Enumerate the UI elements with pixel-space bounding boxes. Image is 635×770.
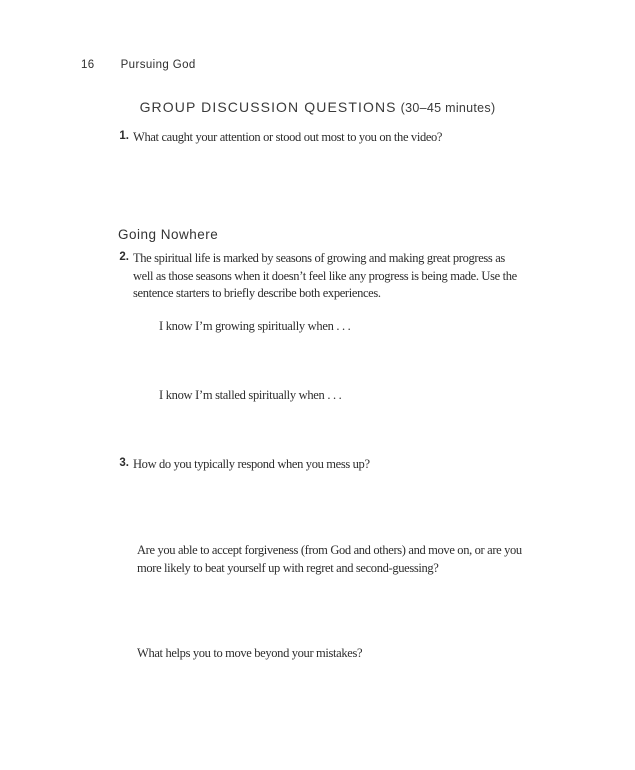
subsection-heading: Going Nowhere xyxy=(118,227,219,242)
question-1-text: What caught your attention or stood out most to you on the video? xyxy=(133,130,443,144)
question-3-text: How do you typically respond when you mess up? xyxy=(133,457,370,471)
question-2-number: 2. xyxy=(119,251,129,263)
section-title xyxy=(0,99,635,117)
question-1-number: 1. xyxy=(119,130,129,142)
sentence-starter-growing: I know I’m growing spiritually when . . . xyxy=(159,319,351,333)
question-3 xyxy=(114,456,526,474)
followup-forgiveness: Are you able to accept forgiveness (from God and others) and move on, or are you more likely to beat yourself up with regret and second-guessing? xyxy=(137,543,522,575)
running-head xyxy=(81,59,196,71)
question-2 xyxy=(114,250,526,303)
question-1 xyxy=(114,129,526,147)
section-title-duration: (30–45 minutes) xyxy=(400,101,496,115)
question-2-text: The spiritual life is marked by seasons of growing and making great progress as well as those seasons when it doesn’t feel like any progress is being made. Use the sentence starters to briefly describe both experiences. xyxy=(133,251,517,300)
sentence-starter-stalled: I know I’m stalled spiritually when . . . xyxy=(159,388,342,402)
running-head-title: Pursuing God xyxy=(120,59,196,71)
followup-mistakes: What helps you to move beyond your mistakes? xyxy=(137,646,363,660)
page-number: 16 xyxy=(81,59,95,71)
section-title-main: GROUP DISCUSSION QUESTIONS xyxy=(139,99,397,115)
question-3-number: 3. xyxy=(119,457,129,469)
